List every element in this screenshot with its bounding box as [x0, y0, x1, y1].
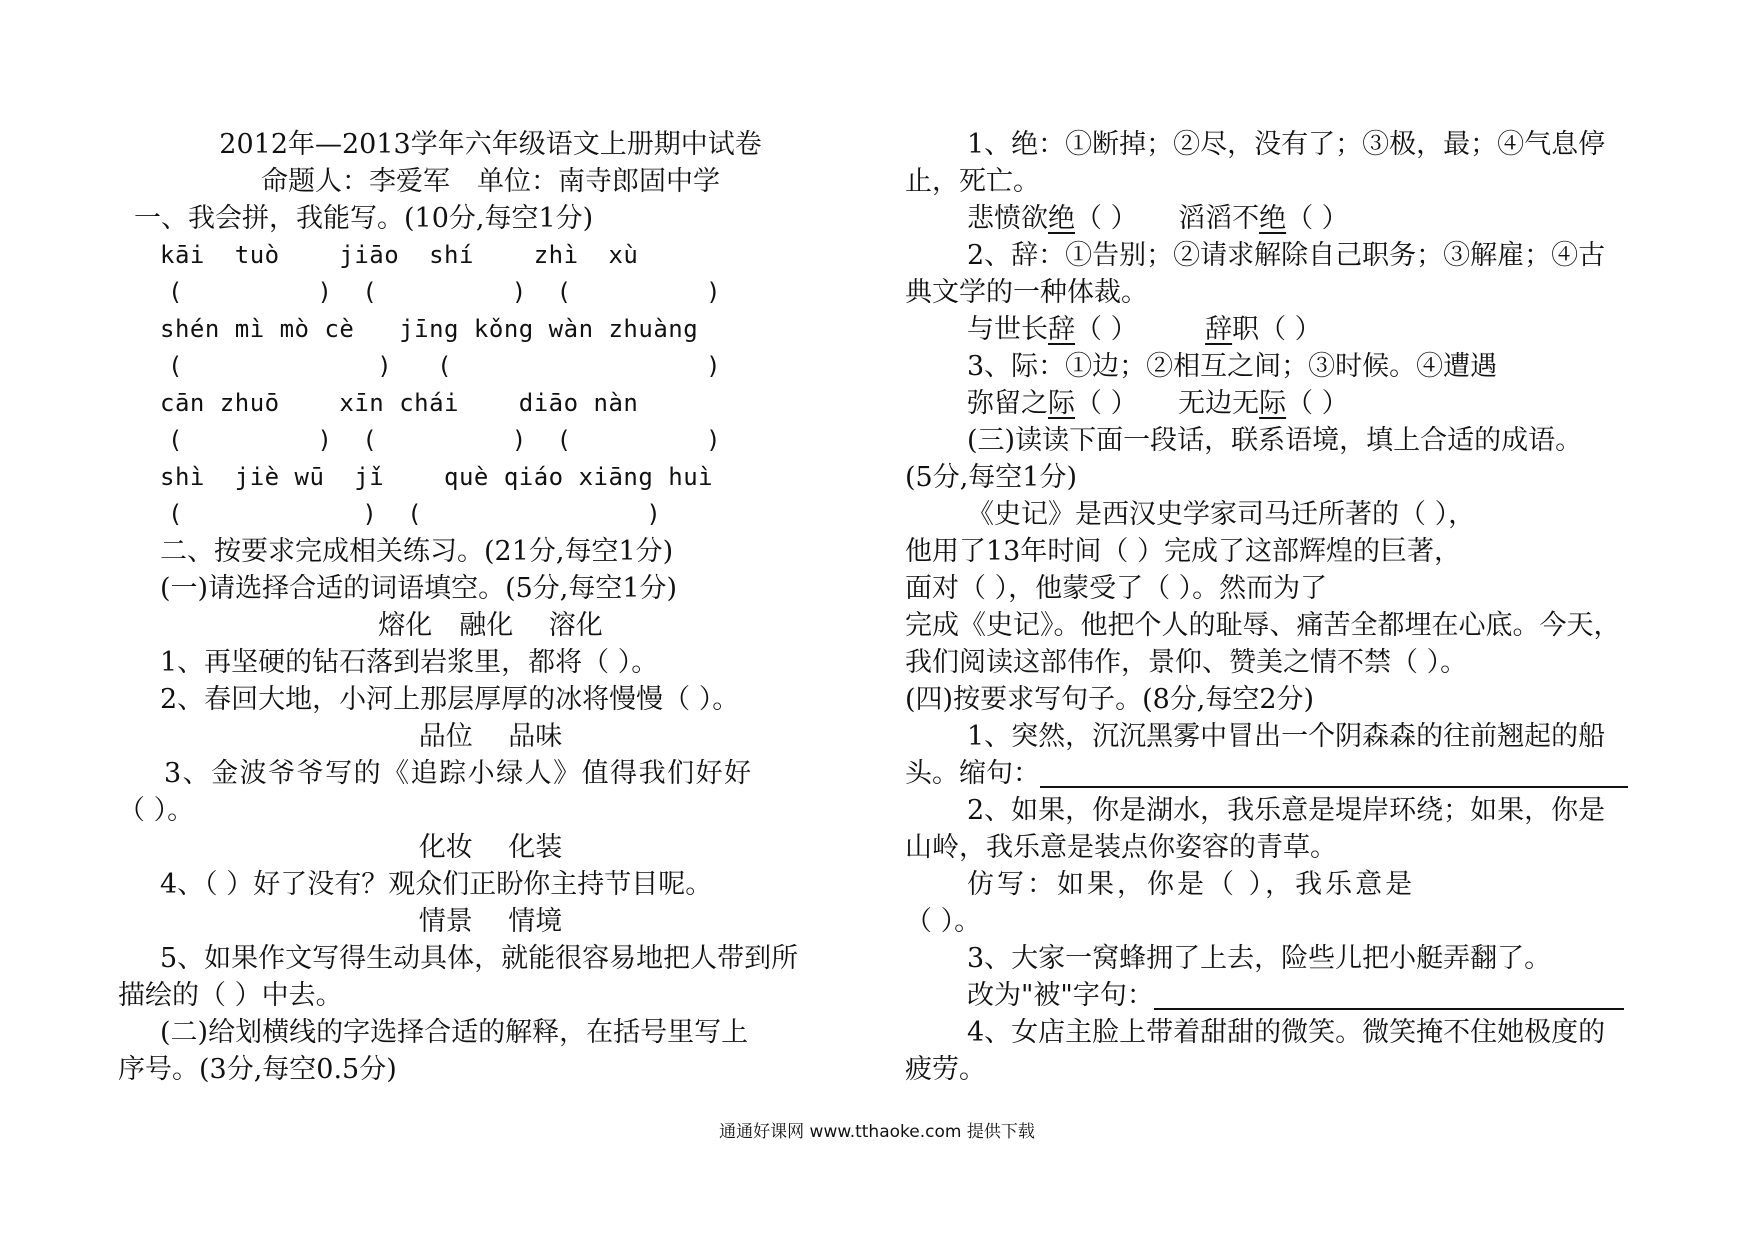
def-1-word-a-pre: 悲愤欲 [967, 203, 1048, 234]
def-3-blank-a: （ ） 无边无 [1075, 388, 1260, 419]
def-1-underlined-char-b: 绝 [1259, 203, 1287, 234]
def-1-underlined-char-a: 绝 [1048, 203, 1075, 234]
section-2a-heading: (一)请选择合适的词语填空。(5分,每空1分) [160, 573, 678, 604]
section-1-heading: 一、我会拼，我能写。(10分,每空1分) [134, 203, 594, 234]
rewrite-2-line-1: 2、如果，你是湖水，我乐意是堤岸环绕；如果，你是 [967, 795, 1606, 826]
question-5-line-1: 5、如果作文写得生动具体，就能很容易地把人带到所 [160, 943, 799, 974]
question-2: 2、春回大地，小河上那层厚厚的冰将慢慢（ ）。 [160, 684, 740, 715]
rewrite-1-answer-line[interactable] [1040, 760, 1628, 788]
word-choices-1: 熔化 融化 溶化 [378, 610, 603, 641]
rewrite-2-blank: （ ）。 [905, 906, 982, 937]
passage-line-4: 完成《史记》。他把个人的耻辱、痛苦全都埋在心底。今天， [905, 610, 1621, 641]
def-2-line-1: 2、辞：①告别；②请求解除自己职务；③解雇；④古 [967, 240, 1606, 271]
exam-title: 2012年—2013学年六年级语文上册期中试卷 [219, 129, 762, 160]
rewrite-3-line-1: 3、大家一窝蜂拥了上去，险些儿把小艇弄翻了。 [967, 943, 1552, 974]
question-3-line-2: （ ）。 [118, 795, 195, 826]
def-2-blank-a: （ ） [1075, 314, 1206, 345]
def-2-blank-b: 职（ ） [1232, 314, 1322, 345]
question-4: 4、（ ）好了没有？观众们正盼你主持节目呢。 [160, 869, 713, 900]
rewrite-3-answer-line[interactable] [1154, 982, 1624, 1010]
question-3-line-1: 3、金波爷爷写的《追踪小绿人》值得我们好好 [164, 758, 753, 789]
def-2-line-2: 典文学的一种体裁。 [905, 277, 1148, 308]
word-choices-2: 品位 品味 [418, 721, 563, 752]
def-3-underlined-char-b: 际 [1259, 388, 1287, 419]
def-1-blanks [905, 200, 1645, 237]
pinyin-row-2: shén mì mò cè jīng kǒng wàn zhuàng [160, 315, 699, 343]
passage-line-1: 《史记》是西汉史学家司马迁所著的（ ）， [967, 499, 1476, 530]
section-3-heading-line-2: (5分,每空1分) [905, 462, 1078, 493]
def-2-underlined-char-b: 辞 [1205, 314, 1233, 345]
passage-line-3: 面对（ ），他蒙受了（ ）。然而为了 [905, 573, 1328, 604]
passage-line-5: 我们阅读这部伟作，景仰、赞美之情不禁（ ）。 [905, 647, 1468, 678]
def-3-word-a-pre: 弥留之 [967, 388, 1048, 419]
word-choices-4: 情景 情境 [418, 906, 563, 937]
def-3-underlined-char-a: 际 [1048, 388, 1075, 419]
left-column [118, 126, 863, 1088]
def-3-blanks [905, 385, 1645, 422]
section-2b-heading-line-1: (二)给划横线的字选择合适的解释，在括号里写上 [160, 1017, 749, 1048]
author-line: 命题人：李爱军 单位：南寺郎固中学 [261, 166, 720, 197]
rewrite-3-label: 改为"被"字句： [967, 980, 1154, 1011]
question-1: 1、再坚硬的钻石落到岩浆里，都将（ ）。 [160, 647, 659, 678]
question-5-line-2: 描绘的（ ）中去。 [118, 980, 343, 1011]
def-1-blank-a: （ ） 滔滔不 [1075, 203, 1260, 234]
def-2-underlined-char-a: 辞 [1048, 314, 1075, 345]
def-2-blanks [905, 311, 1645, 348]
def-1-line-2: 止，死亡。 [905, 166, 1040, 197]
passage-line-2: 他用了13年时间（ ）完成了这部辉煌的巨著， [905, 536, 1461, 567]
rewrite-1-line-2 [905, 755, 1645, 792]
pinyin-row-4: shì jiè wū jǐ què qiáo xiāng huì [160, 463, 714, 491]
section-2-heading: 二、按要求完成相关练习。(21分,每空1分) [160, 536, 674, 567]
blank-row-2: ( ) ( ) [168, 352, 722, 380]
def-1-blank-b: （ ） [1286, 203, 1349, 234]
rewrite-2-line-2: 山岭，我乐意是装点你姿容的青草。 [905, 832, 1337, 863]
rewrite-2-imitation: 仿写：如果，你是（ ），我乐意是 [967, 869, 1416, 900]
section-4-heading: (四)按要求写句子。(8分,每空2分) [905, 684, 1315, 715]
section-3-heading-line-1: (三)读读下面一段话，联系语境，填上合适的成语。 [967, 425, 1583, 456]
rewrite-3-line-2 [905, 977, 1645, 1014]
pinyin-row-1: kāi tuò jiāo shí zhì xù [160, 241, 639, 269]
def-2-word-a-pre: 与世长 [967, 314, 1048, 345]
rewrite-4-line-2: 疲劳。 [905, 1054, 986, 1085]
blank-row-1: ( ) ( ) ( ) [168, 278, 722, 306]
rewrite-1-label: 头。缩句： [905, 758, 1040, 789]
def-1-line-1: 1、绝：①断掉；②尽，没有了；③极，最；④气息停 [967, 129, 1606, 160]
section-2b-heading-line-2: 序号。(3分,每空0.5分) [118, 1054, 397, 1085]
blank-row-3: ( ) ( ) ( ) [168, 426, 722, 454]
footer-source: 通通好课网 www.tthaoke.com 提供下载 [719, 1122, 1035, 1142]
blank-row-4: ( ) ( ) [168, 500, 662, 528]
word-choices-3: 化妆 化装 [418, 832, 563, 863]
def-3-blank-b: （ ） [1286, 388, 1349, 419]
rewrite-1-line-1: 1、突然，沉沉黑雾中冒出一个阴森森的往前翘起的船 [967, 721, 1606, 752]
right-column [905, 126, 1645, 1088]
pinyin-row-3: cān zhuō xīn chái diāo nàn [160, 389, 639, 417]
rewrite-4-line-1: 4、女店主脸上带着甜甜的微笑。微笑掩不住她极度的 [967, 1017, 1606, 1048]
def-3-line-1: 3、际：①边；②相互之间；③时候。④遭遇 [967, 351, 1498, 382]
